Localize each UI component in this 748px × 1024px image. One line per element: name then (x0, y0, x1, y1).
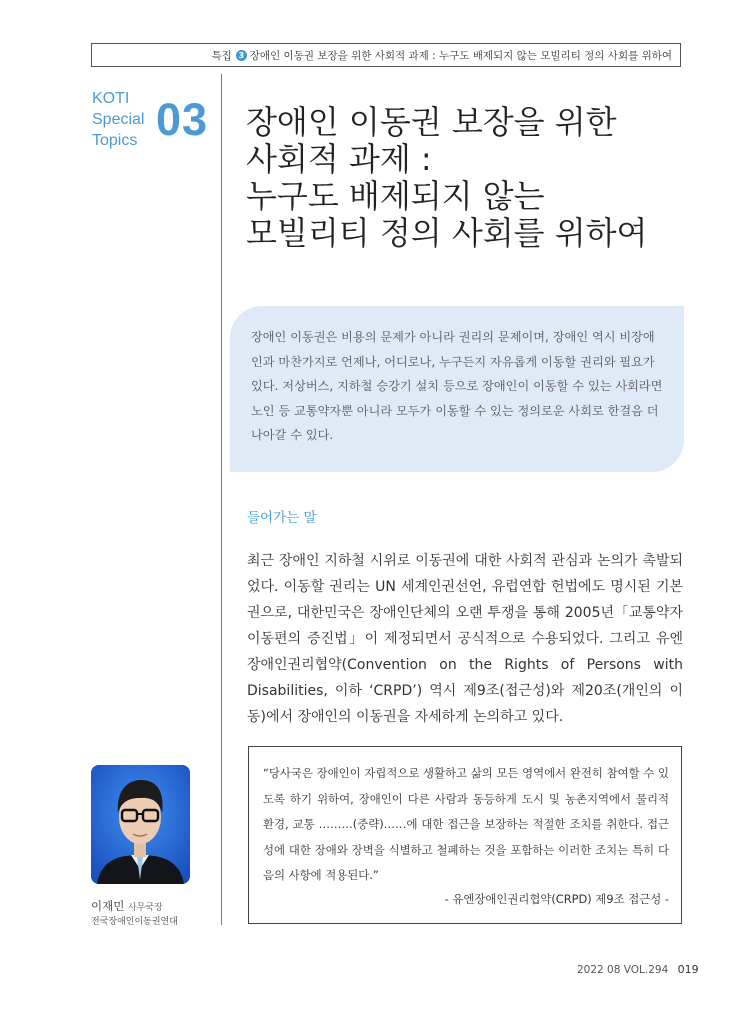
page-number: 019 (677, 963, 699, 976)
author-portrait-image (91, 765, 190, 884)
series-line-1: KOTI (92, 90, 130, 107)
title-line-2: 사회적 과제 : (246, 140, 432, 178)
body-paragraph: 최근 장애인 지하철 시위로 이동권에 대한 사회적 관심과 논의가 촉발되었다. 이동할 권리는 UN 세계인권선언, 유럽연합 헌법에도 명시된 기본권으로, 대한민국은 장애인단체의 오랜 투쟁을 통해 2005년「교통약자 이동편의 증진법」이 제정되면서 공식적으로 수용되었다. 그리고 유엔장애인권리협약(Convention on the Rights of Persons with Disabilities, 이하 ‘CRPD’) 역시 제9조(접근성)와 제20조(개인의 이동)에서 장애인의 이동권을 자세하게 논의하고 있다. (247, 553, 683, 725)
series-line-2: Special (92, 111, 145, 128)
header-number-badge: 3 (236, 50, 247, 61)
series-number: 03 (156, 94, 209, 145)
abstract-text: 장애인 이동권은 비용의 문제가 아니라 권리의 문제이며, 장애인 역시 비장애인과 마찬가지로 언제나, 어디로나, 누구든지 자유롭게 이동할 권리와 필요가 있다. 저상버스, 지하철 승강기 설치 등으로 장애인이 이동할 수 있는 사회라면 노인 등 교통약자뿐 아니라 모두가 이동할 수 있는 정의로운 사회로 한걸음 더 나아갈 수 있다. (251, 330, 663, 442)
abstract-box (230, 306, 684, 472)
page-footer (577, 963, 699, 976)
author-role: 사무국장 (127, 903, 163, 913)
title-line-1: 장애인 이동권 보장을 위한 (246, 103, 617, 141)
author-name: 이재민 (91, 899, 125, 913)
header-text: 장애인 이동권 보장을 위한 사회적 과제 : 누구도 배제되지 않는 모빌리티 정의 사회를 위하여 (249, 49, 672, 62)
author-photo (91, 765, 190, 884)
running-header (91, 43, 681, 67)
author-name-line (91, 898, 163, 914)
title-line-4: 모빌리티 정의 사회를 위하여 (246, 214, 648, 252)
section-heading: 들어가는 말 (247, 510, 317, 526)
quote-source: - 유엔장애인권리협약(CRPD) 제9조 접근성 - (444, 891, 669, 906)
issue-info: 2022 08 VOL.294 (577, 964, 669, 976)
series-label (92, 88, 144, 151)
title-line-3: 누구도 배제되지 않는 (246, 177, 545, 215)
quote-box (248, 746, 682, 924)
quote-text: “당사국은 장애인이 자립적으로 생활하고 삶의 모든 영역에서 완전히 참여할 수 있도록 하기 위하여, 장애인이 다른 사람과 동등하게 도시 및 농촌지역에서 물리적 환경, 교통 ………(중략)……에 대한 접근을 보장하는 적절한 조치를 취한다. 접근성에 대한 장애와 장벽을 식별하고 철폐하는 것을 포함하는 이러한 조치는 특히 다음의 사항에 적용된다.” (263, 766, 669, 882)
vertical-divider (221, 74, 222, 925)
article-title (246, 104, 706, 252)
author-organization: 전국장애인이동권연대 (91, 917, 178, 927)
series-line-3: Topics (92, 132, 138, 149)
header-prefix: 특집 (211, 49, 232, 62)
